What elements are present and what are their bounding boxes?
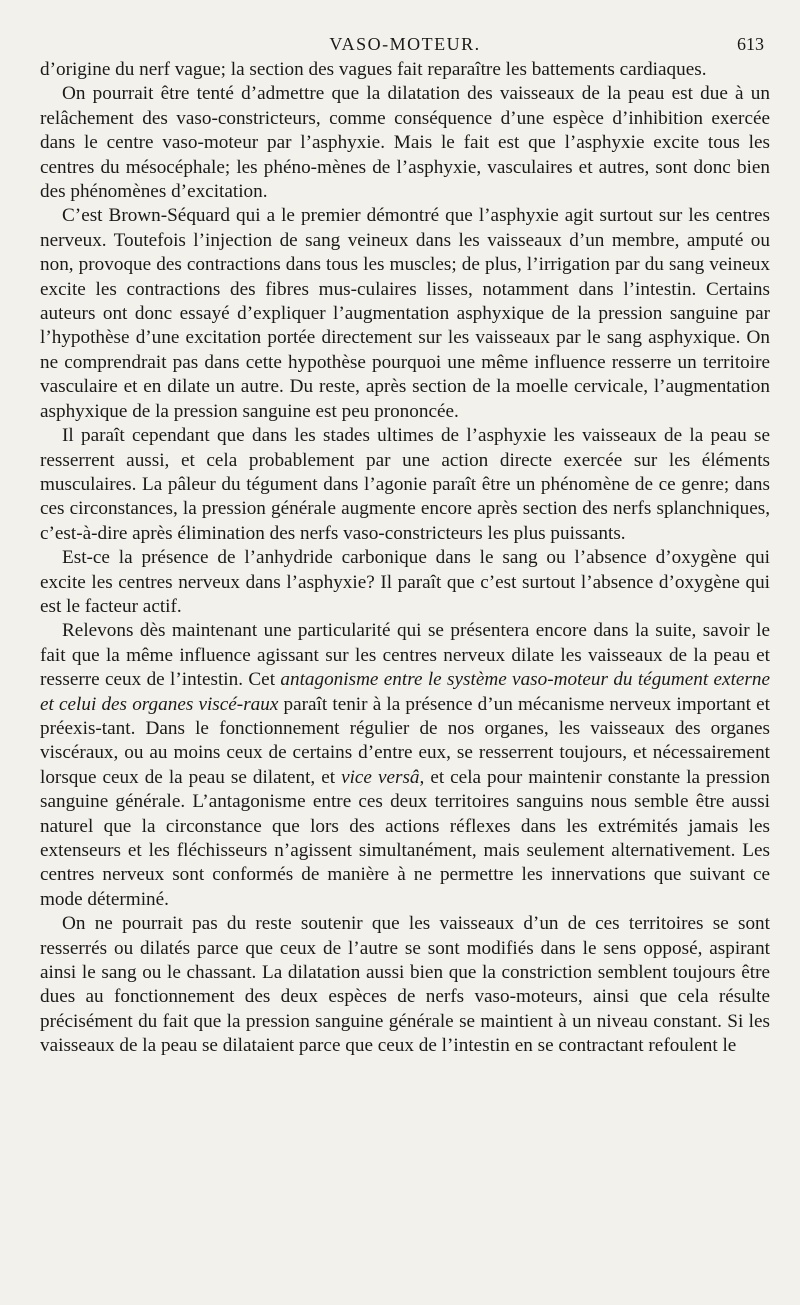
text-run: d’origine du nerf vague; la section des vagues fait reparaître les battements cardiaques. <box>40 59 707 80</box>
paragraph <box>40 58 770 82</box>
italic-phrase: antagonisme entre le système vaso-moteur du tégument externe et celui des organes viscé-raux <box>40 669 770 715</box>
running-header <box>40 30 770 58</box>
body-text <box>40 58 770 1059</box>
text-run: paraît tenir à la présence d’un mécanisme nerveux important et préexis-tant. Dans le fonctionnement régulier de nos organes, les vaisseaux des organes viscéraux, ou au moins ceux de certains d’entre eux, se resserrent toujours, et nécessairement lorsque ceux de la peau se dilatent, et <box>40 693 770 788</box>
text-run: C’est Brown-Séquard qui a le premier démontré que l’asphyxie agit surtout sur les centres nerveux. Toutefois l’injection de sang veineux dans les vaisseaux d’un membre, amputé ou non, provoque des contractions dans tous les muscles; de plus, l’irrigation par du sang veineux excite les contractions des fibres mus-culaires lisses, notamment dans l’intestin. Certains auteurs ont donc essayé d’expliquer l’augmentation asphyxique de la pression sanguine par l’hypothèse d’une excitation portée directement sur les vaisseaux par le sang asphyxique. On ne comprendrait pas dans cette hypothèse pourquoi une même influence resserre un territoire vasculaire et en dilate un autre. Du reste, après section de la moelle cervicale, l’augmentation asphyxique de la pression sanguine est peu prononcée. <box>40 205 770 422</box>
italic-phrase: vice versâ <box>341 766 420 788</box>
text-run: On pourrait être tenté d’admettre que la dilatation des vaisseaux de la peau est due à un relâchement des vaso-constricteurs, comme conséquence d’une espèce d’inhibition exercée dans le centre vaso-moteur par l’asphyxie. Mais le fait est que l’asphyxie excite tous les centres du mésocéphale; les phéno-mènes de l’asphyxie, vasculaires et autres, sont donc bien des phénomènes d’excitation. <box>40 83 770 203</box>
text-run: Il paraît cependant que dans les stades ultimes de l’asphyxie les vaisseaux de la peau se resserrent aussi, et cela probablement par une action directe exercée sur les éléments musculaires. La pâleur du tégument dans l’agonie paraît être un phénomène de ce genre; dans ces circonstances, la pression générale augmente encore après section des nerfs splanchniques, c’est-à-dire après élimination des nerfs vaso-constricteurs les plus puissants. <box>40 425 770 544</box>
paragraph <box>40 546 770 619</box>
paragraph <box>40 424 770 546</box>
page-number: 613 <box>737 34 764 54</box>
text-run: Relevons dès maintenant une particularité qui se présentera encore dans la suite, savoir le fait que la même influence agissant sur les centres nerveux dilate les vaisseaux de la peau et resserre ceux de l’intestin. Cet <box>40 620 770 691</box>
text-run: Est-ce la présence de l’anhydride carbonique dans le sang ou l’absence d’oxygène qui excite les centres nerveux dans l’asphyxie? Il paraît que c’est surtout l’absence d’oxygène qui est le facteur actif. <box>40 547 770 617</box>
paragraph <box>40 82 770 204</box>
paragraph <box>40 204 770 424</box>
text-run: On ne pourrait pas du reste soutenir que les vaisseaux d’un de ces territoires se sont resserrés ou dilatés parce que ceux de l’autre se sont modifiés dans le sens opposé, aspirant ainsi le sang ou le chassant. La dilatation aussi bien que la constriction semblent toujours être dues au fonctionnement des deux espèces de nerfs vaso-moteurs, ainsi que cela résulte précisément du fait que la pression sanguine générale se maintient à un niveau constant. Si les vaisseaux de la peau se dilataient parce que ceux de l’intestin en se contractant refoulent le <box>40 913 770 1057</box>
paragraph <box>40 619 770 912</box>
running-title: VASO-MOTEUR. <box>329 34 481 54</box>
text-run: , et cela pour maintenir constante la pression sanguine générale. L’antagonisme entre ces deux territoires sanguins nous semble être aussi naturel que la circonstance que lors des actions réflexes dans les extrémités jamais les extenseurs et les fléchisseurs n’agissent simultanément, mais seulement alternativement. Les centres nerveux sont conformés de manière à ne permettre les innervations que suivant ce mode déterminé. <box>40 766 770 910</box>
paragraph <box>40 912 770 1058</box>
